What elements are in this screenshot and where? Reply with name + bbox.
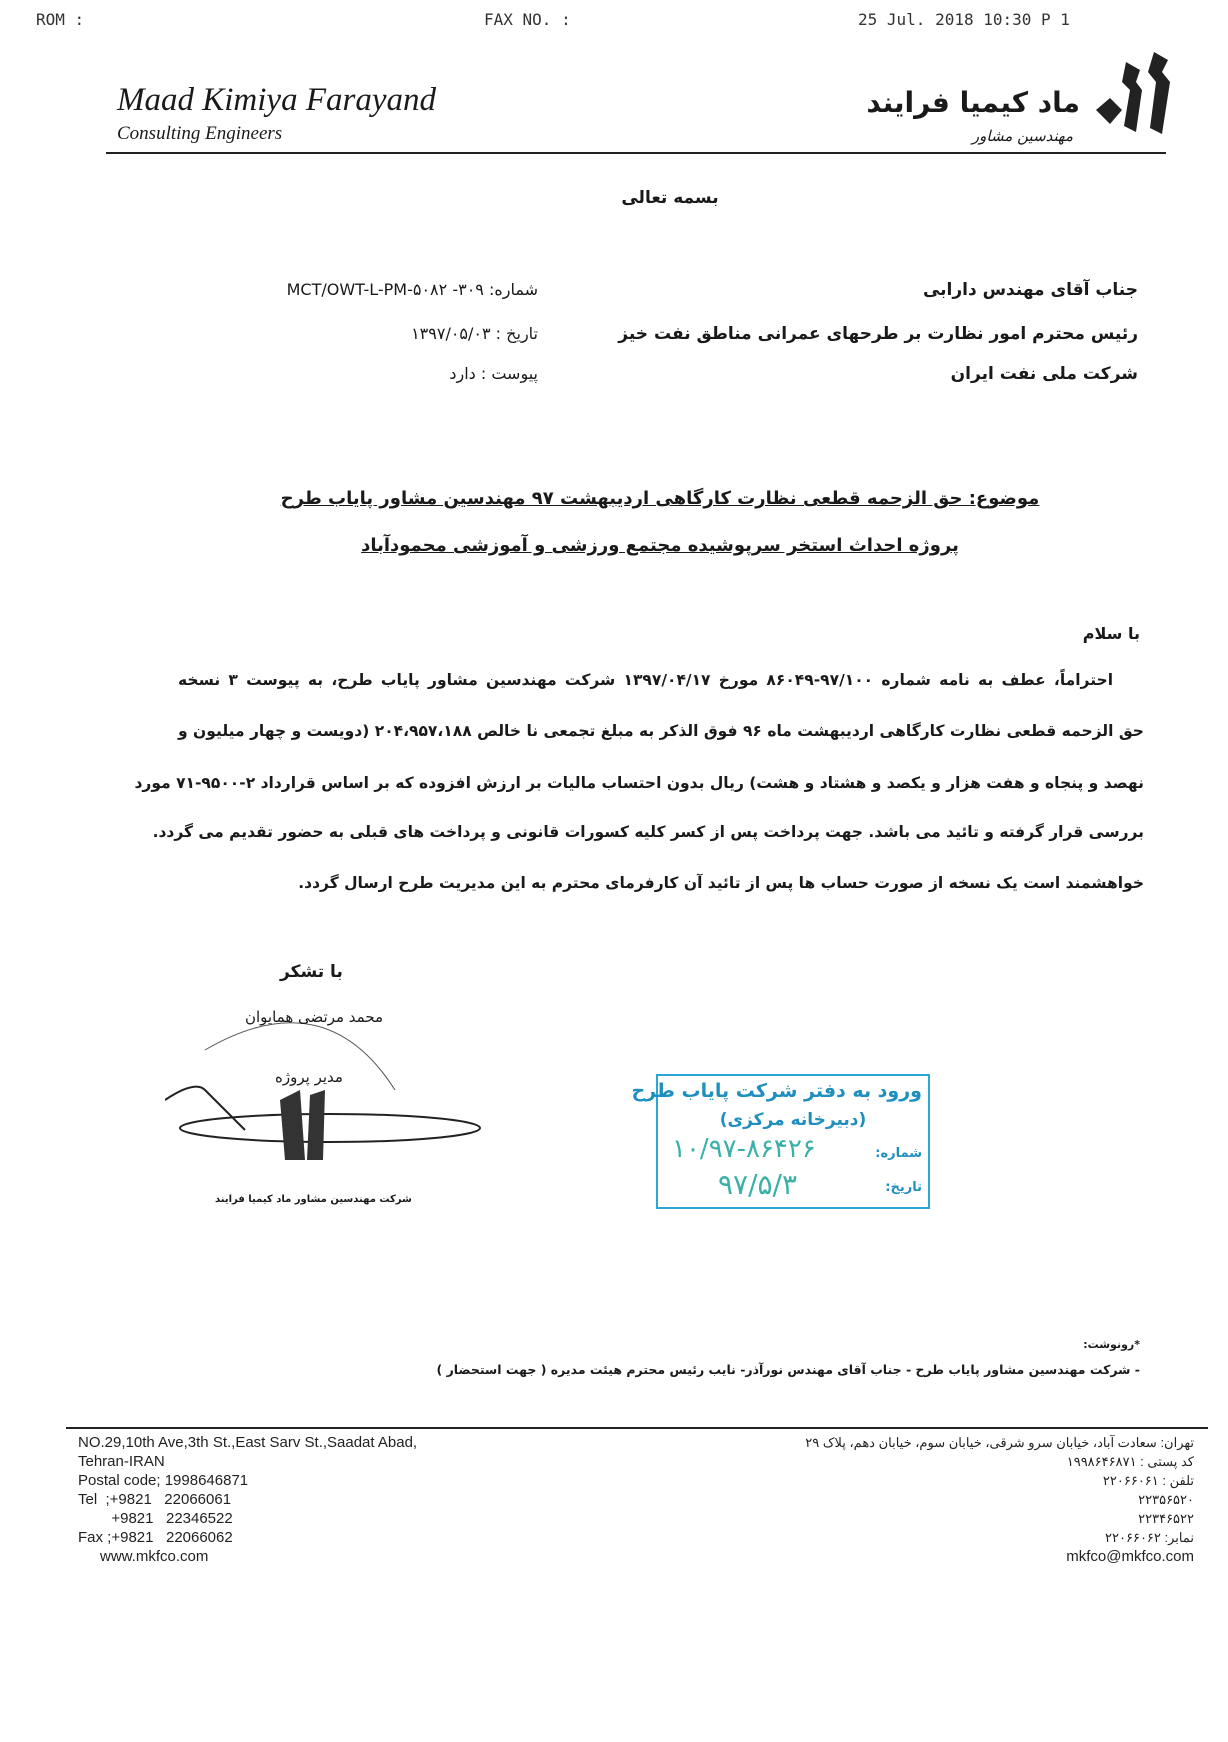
invocation: بسمه تعالی [621, 188, 719, 208]
company-name-fa: ماد کیمیا فرایند [866, 86, 1080, 119]
footer-address-fa [805, 1433, 1194, 1566]
seal-text-fa: شرکت مهندسین مشاور ماد کیمیا فرایند [215, 1194, 412, 1205]
stamp-date-label: تاریخ: [885, 1180, 922, 1195]
footer-tel-fa: تلفن : ۲۲۰۶۶۰۶۱ [1102, 1473, 1194, 1488]
recipient-company: شرکت ملی نفت ایران [950, 364, 1138, 384]
stamp-date: ۹۷/۵/۳ [718, 1168, 798, 1201]
footer-tel-fa-2: ۲۲۳۵۶۵۲۰ [1138, 1492, 1194, 1507]
footer-tel-fa-3: ۲۲۳۴۶۵۲۲ [1138, 1511, 1194, 1526]
footer-city: Tehran-IRAN [78, 1453, 165, 1470]
company-subtitle-en: Consulting Engineers [117, 123, 283, 144]
footer-address-en [78, 1433, 417, 1566]
footer-postal-code: Postal code; 1998646871 [78, 1472, 249, 1489]
recipient-name: جناب آقای مهندس دارابی [922, 280, 1138, 300]
footer-tel-2: +9821 22346522 [78, 1510, 233, 1527]
footer-address-line: NO.29,10th Ave,3th St.,East Sarv St.,Saadat Abad, [78, 1434, 418, 1451]
fax-number: FAX NO. : [484, 10, 571, 29]
stamp-title: ورود به دفتر شرکت پایاب طرح [631, 1080, 922, 1102]
recipient-title: رئیس محترم امور نظارت بر طرحهای عمرانی مناطق نفت خیز [618, 324, 1138, 344]
signature-icon [165, 1010, 485, 1220]
signer-title: مدیر پروژه [275, 1068, 343, 1086]
footer-website[interactable]: www.mkfco.com [100, 1548, 209, 1565]
company-subtitle-fa: مهندسین مشاور [971, 127, 1073, 145]
fax-datetime: 25 Jul. 2018 10:30 P 1 [858, 10, 1070, 29]
footer-fax: Fax ;+9821 22066062 [78, 1529, 233, 1546]
cc-label: *رونوشت: [1083, 1338, 1140, 1351]
body-line: نهصد و پنجاه و هفت هزار و یکصد و هشتاد و هشت) ریال بدون احتساب مالیات بر ارزش افزوده که بر اساس قرارداد ۲-۹۵۰۰-۷۱ مورد [134, 774, 1144, 792]
footer-fax-fa: نمابر: ۲۲۰۶۶۰۶۲ [1105, 1530, 1194, 1545]
signature-seal [165, 1010, 485, 1220]
body-line: حق الزحمه قطعی نظارت کارگاهی اردیبهشت ماه ۹۶ فوق الذکر به مبلغ تجمعی نا خالص ۲۰۴،۹۵۷،۱۸۸ (دویست و چهار میلیون و [178, 722, 1144, 740]
company-logo-icon [1092, 48, 1184, 140]
body-line: خواهشمند است یک نسخه از صورت حساب ها پس از تائید آن کارفرمای محترم به این مدیریت طرح ارسال گردد. [298, 874, 1144, 892]
fax-from: ROM : [36, 10, 85, 29]
stamp-number: ۱۰/۹۷-۸۶۴۲۶ [672, 1134, 816, 1164]
subject-line-1: موضوع: حق الزحمه قطعی نظارت کارگاهی اردیبهشت ۹۷ مهندسین مشاور پایاب طرح [280, 488, 1040, 509]
greeting: با سلام [1082, 624, 1140, 643]
footer-divider [66, 1427, 1208, 1429]
footer-postal-code-fa: کد پستی : ۱۹۹۸۶۴۶۸۷۱ [1066, 1454, 1194, 1469]
letter-number: شماره: ۳۰۹- MCT/OWT-L-PM-۵۰۸۲ [286, 280, 538, 299]
company-name-en: Maad Kimiya Farayand [117, 82, 436, 118]
receipt-stamp [631, 1074, 930, 1209]
stamp-number-label: شماره: [875, 1146, 922, 1161]
signer-name: محمد مرتضی همایوان [245, 1008, 384, 1026]
cc-line: - شرکت مهندسین مشاور پایاب طرح - جناب آقای مهندس نورآذر- نایب رئیس محترم هیئت مدیره ( جهت استحضار ) [436, 1362, 1140, 1377]
letter-date: تاریخ : ۱۳۹۷/۰۵/۰۳ [411, 324, 538, 343]
closing: با تشکر [280, 962, 343, 982]
stamp-subtitle: (دبیرخانه مرکزی) [719, 1110, 867, 1130]
body-line: بررسی قرار گرفته و تائید می باشد. جهت پرداخت پس از کسر کلیه کسورات قانونی و پرداخت های قبلی به حضور تقدیم می گردد. [152, 823, 1144, 841]
footer-address-line-fa: تهران: سعادت آباد، خیابان سرو شرقی، خیابان سوم، خیابان دهم، پلاک ۲۹ [805, 1435, 1194, 1450]
letter-attachment: پیوست : دارد [449, 364, 538, 383]
header-divider [106, 152, 1166, 154]
subject-line-2: پروژه احداث استخر سرپوشیده مجتمع ورزشی و آموزشی محمودآباد [361, 535, 959, 556]
body-line: احتراماً، عطف به نامه شماره ۹۷/۱۰۰-۸۶۰۴۹ مورخ ۱۳۹۷/۰۴/۱۷ شرکت مهندسین مشاور پایاب طرح، به پیوست ۳ نسخه [178, 671, 1114, 689]
footer-email[interactable]: mkfco@mkfco.com [1066, 1548, 1194, 1565]
footer-tel: Tel ;+9821 22066061 [78, 1491, 232, 1508]
